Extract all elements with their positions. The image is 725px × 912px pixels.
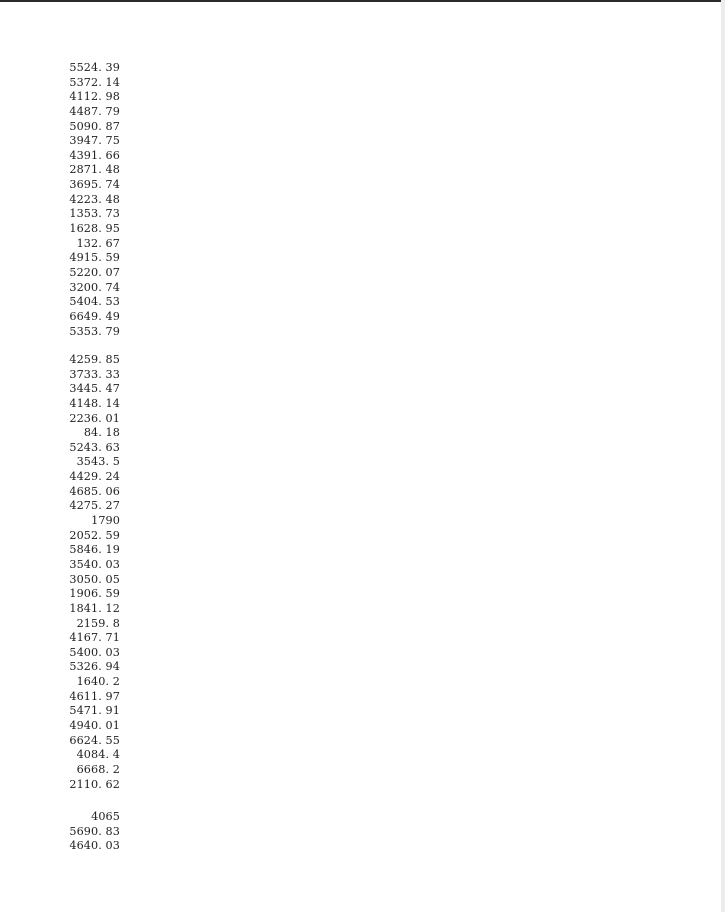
number-value: 1353. 73 <box>69 207 120 221</box>
number-list-block-2 <box>66 353 120 792</box>
number-list-block-3 <box>66 810 120 854</box>
number-value: 3733. 33 <box>69 367 120 381</box>
number-value: 2159. 8 <box>76 616 120 630</box>
number-value: 4940. 01 <box>69 719 120 733</box>
number-value: 84. 18 <box>83 426 120 440</box>
number-value: 4429. 24 <box>69 470 120 484</box>
number-value: 4611. 97 <box>69 689 120 703</box>
number-list-block-1 <box>66 61 120 339</box>
number-value: 3050. 05 <box>69 572 120 586</box>
number-value: 2236. 01 <box>69 411 120 425</box>
number-value: 4148. 14 <box>69 396 120 410</box>
number-value: 5471. 91 <box>69 704 120 718</box>
number-value: 5220. 07 <box>69 265 120 279</box>
number-value: 4391. 66 <box>69 148 120 162</box>
number-value: 4223. 48 <box>69 192 120 206</box>
number-value: 3695. 74 <box>69 178 120 192</box>
number-value: 4259. 85 <box>69 353 120 366</box>
number-value: 3540. 03 <box>69 557 120 571</box>
page-edge-shadow <box>721 0 725 912</box>
number-value: 1628. 95 <box>69 222 120 236</box>
number-value: 3543. 5 <box>76 455 120 469</box>
number-value: 6649. 49 <box>69 309 120 323</box>
number-value: 4112. 98 <box>69 90 120 104</box>
number-value: 4685. 06 <box>69 484 120 498</box>
number-value: 2052. 59 <box>69 528 120 542</box>
number-value: 5372. 14 <box>69 75 120 89</box>
number-value: 1640. 2 <box>76 675 120 689</box>
number-value: 132. 67 <box>76 236 120 250</box>
number-value: 5326. 94 <box>69 660 120 674</box>
number-value: 3445. 47 <box>69 382 120 396</box>
number-value: 4167. 71 <box>69 631 120 645</box>
number-value: 4084. 4 <box>76 748 120 762</box>
number-value: 4640. 03 <box>69 839 120 853</box>
number-value: 5404. 53 <box>69 295 120 309</box>
number-value: 4275. 27 <box>69 499 120 513</box>
number-value: 2871. 48 <box>69 163 120 177</box>
number-value: 2110. 62 <box>69 777 120 791</box>
number-value: 6668. 2 <box>76 762 120 776</box>
number-value: 1790 <box>91 514 120 528</box>
number-value: 1841. 12 <box>69 601 120 615</box>
number-value: 5353. 79 <box>69 324 120 338</box>
number-value: 5524. 39 <box>69 61 120 74</box>
number-value: 5690. 83 <box>69 824 120 838</box>
document-page <box>0 2 721 912</box>
number-value: 6624. 55 <box>69 733 120 747</box>
number-value: 1906. 59 <box>69 587 120 601</box>
number-value: 5400. 03 <box>69 645 120 659</box>
number-value: 4065 <box>91 810 120 823</box>
number-value: 5243. 63 <box>69 440 120 454</box>
number-value: 3947. 75 <box>69 134 120 148</box>
number-value: 4915. 59 <box>69 251 120 265</box>
number-value: 4487. 79 <box>69 104 120 118</box>
number-value: 3200. 74 <box>69 280 120 294</box>
number-value: 5846. 19 <box>69 543 120 557</box>
number-value: 5090. 87 <box>69 119 120 133</box>
